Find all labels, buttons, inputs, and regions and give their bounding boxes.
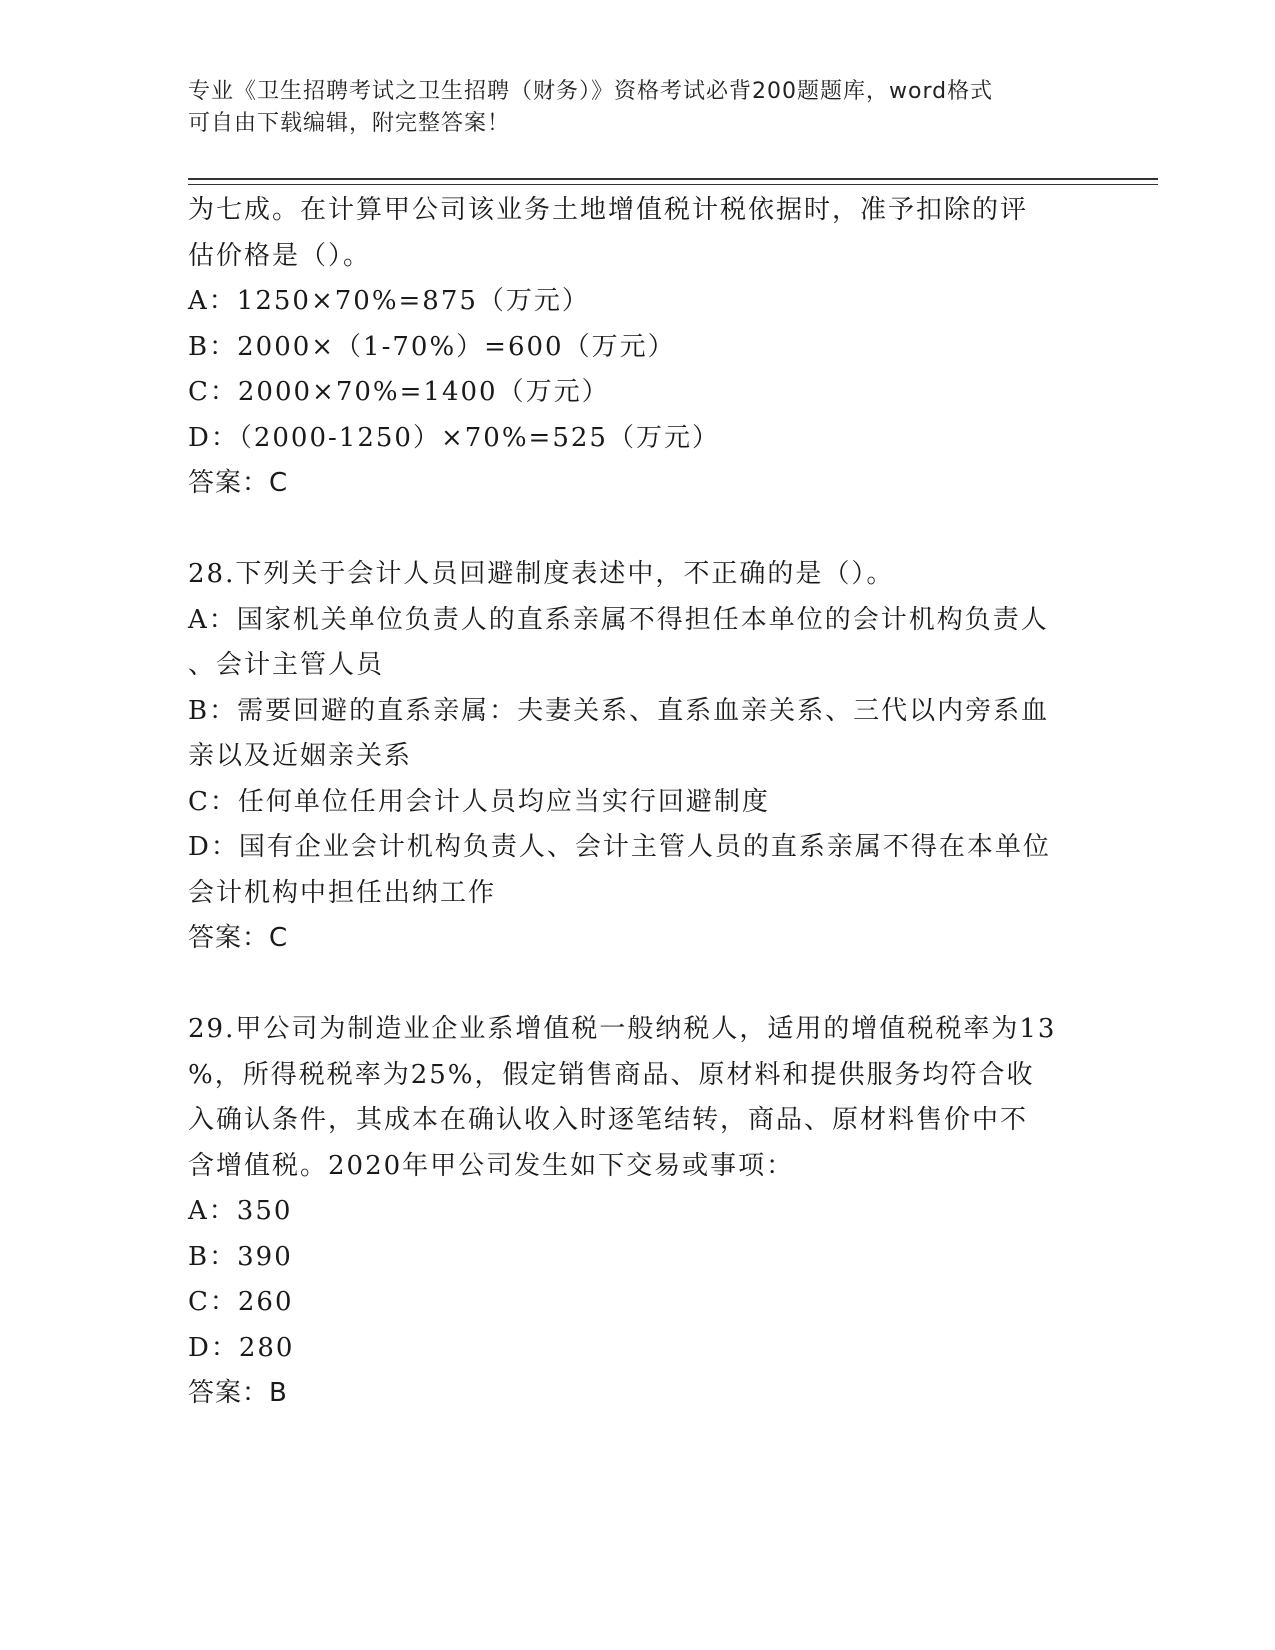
question-29-stem-line-2: %，所得税税率为25%，假定销售商品、原材料和提供服务均符合收 [188,1059,1035,1090]
question-29-stem-line-4: 含增值税。2020年甲公司发生如下交易或事项： [188,1150,795,1181]
document-body [188,188,1088,1417]
question-28-option-c: C：任何单位任用会计人员均应当实行回避制度 [188,786,770,817]
header-rule-thick [188,178,1158,180]
header-line-1: 专业《卫生招聘考试之卫生招聘（财务）》资格考试必背200题题库，word格式 [188,79,994,104]
document-header [188,76,1068,140]
question-27-answer: 答案：C [188,468,289,498]
question-29-stem-line-1: 29.甲公司为制造业企业系增值税一般纳税人，适用的增值税税率为13 [188,1014,1057,1044]
question-29-option-c: C：260 [188,1287,294,1317]
question-27-option-a: A：1250×70%=875（万元） [188,286,590,316]
question-28 [188,552,1088,962]
header-rule-thin [188,184,1158,185]
question-29 [188,1007,1088,1417]
question-28-option-d-line-2: 会计机构中担任出纳工作 [188,877,497,908]
question-27-option-b: B：2000×（1-70%）=600（万元） [188,331,676,362]
spacer [188,962,1088,1008]
question-27 [188,188,1088,507]
question-29-answer: 答案：B [188,1378,288,1408]
question-27-stem-line-2: 估价格是（）。 [188,240,372,271]
question-28-stem: 28.下列关于会计人员回避制度表述中，不正确的是（）。 [188,559,895,589]
question-28-answer: 答案：C [188,923,289,953]
question-27-option-d: D：（2000-1250）×70%=525（万元） [188,422,720,453]
question-27-stem-line-1: 为七成。在计算甲公司该业务土地增值税计税依据时，准予扣除的评 [188,195,1029,225]
question-29-option-d: D：280 [188,1332,295,1363]
question-28-option-b-line-2: 亲以及近姻亲关系 [188,741,413,771]
question-29-option-b: B：390 [188,1241,293,1272]
question-28-option-b-line-1: B：需要回避的直系亲属：夫妻关系、直系血亲关系、三代以内旁系血 [188,695,1050,726]
spacer [188,507,1088,553]
question-27-option-c: C：2000×70%=1400（万元） [188,377,610,407]
question-29-option-a: A：350 [188,1196,293,1226]
question-28-option-a-line-1: A：国家机关单位负责人的直系亲属不得担任本单位的会计机构负责人 [188,604,1049,635]
question-29-stem-line-3: 入确认条件，其成本在确认收入时逐笔结转，商品、原材料售价中不 [188,1105,1029,1135]
question-28-option-d-line-1: D：国有企业会计机构负责人、会计主管人员的直系亲属不得在本单位 [188,832,1051,862]
header-line-2: 可自由下载编辑，附完整答案！ [188,111,511,136]
question-28-option-a-line-2: 、会计主管人员 [188,650,385,680]
